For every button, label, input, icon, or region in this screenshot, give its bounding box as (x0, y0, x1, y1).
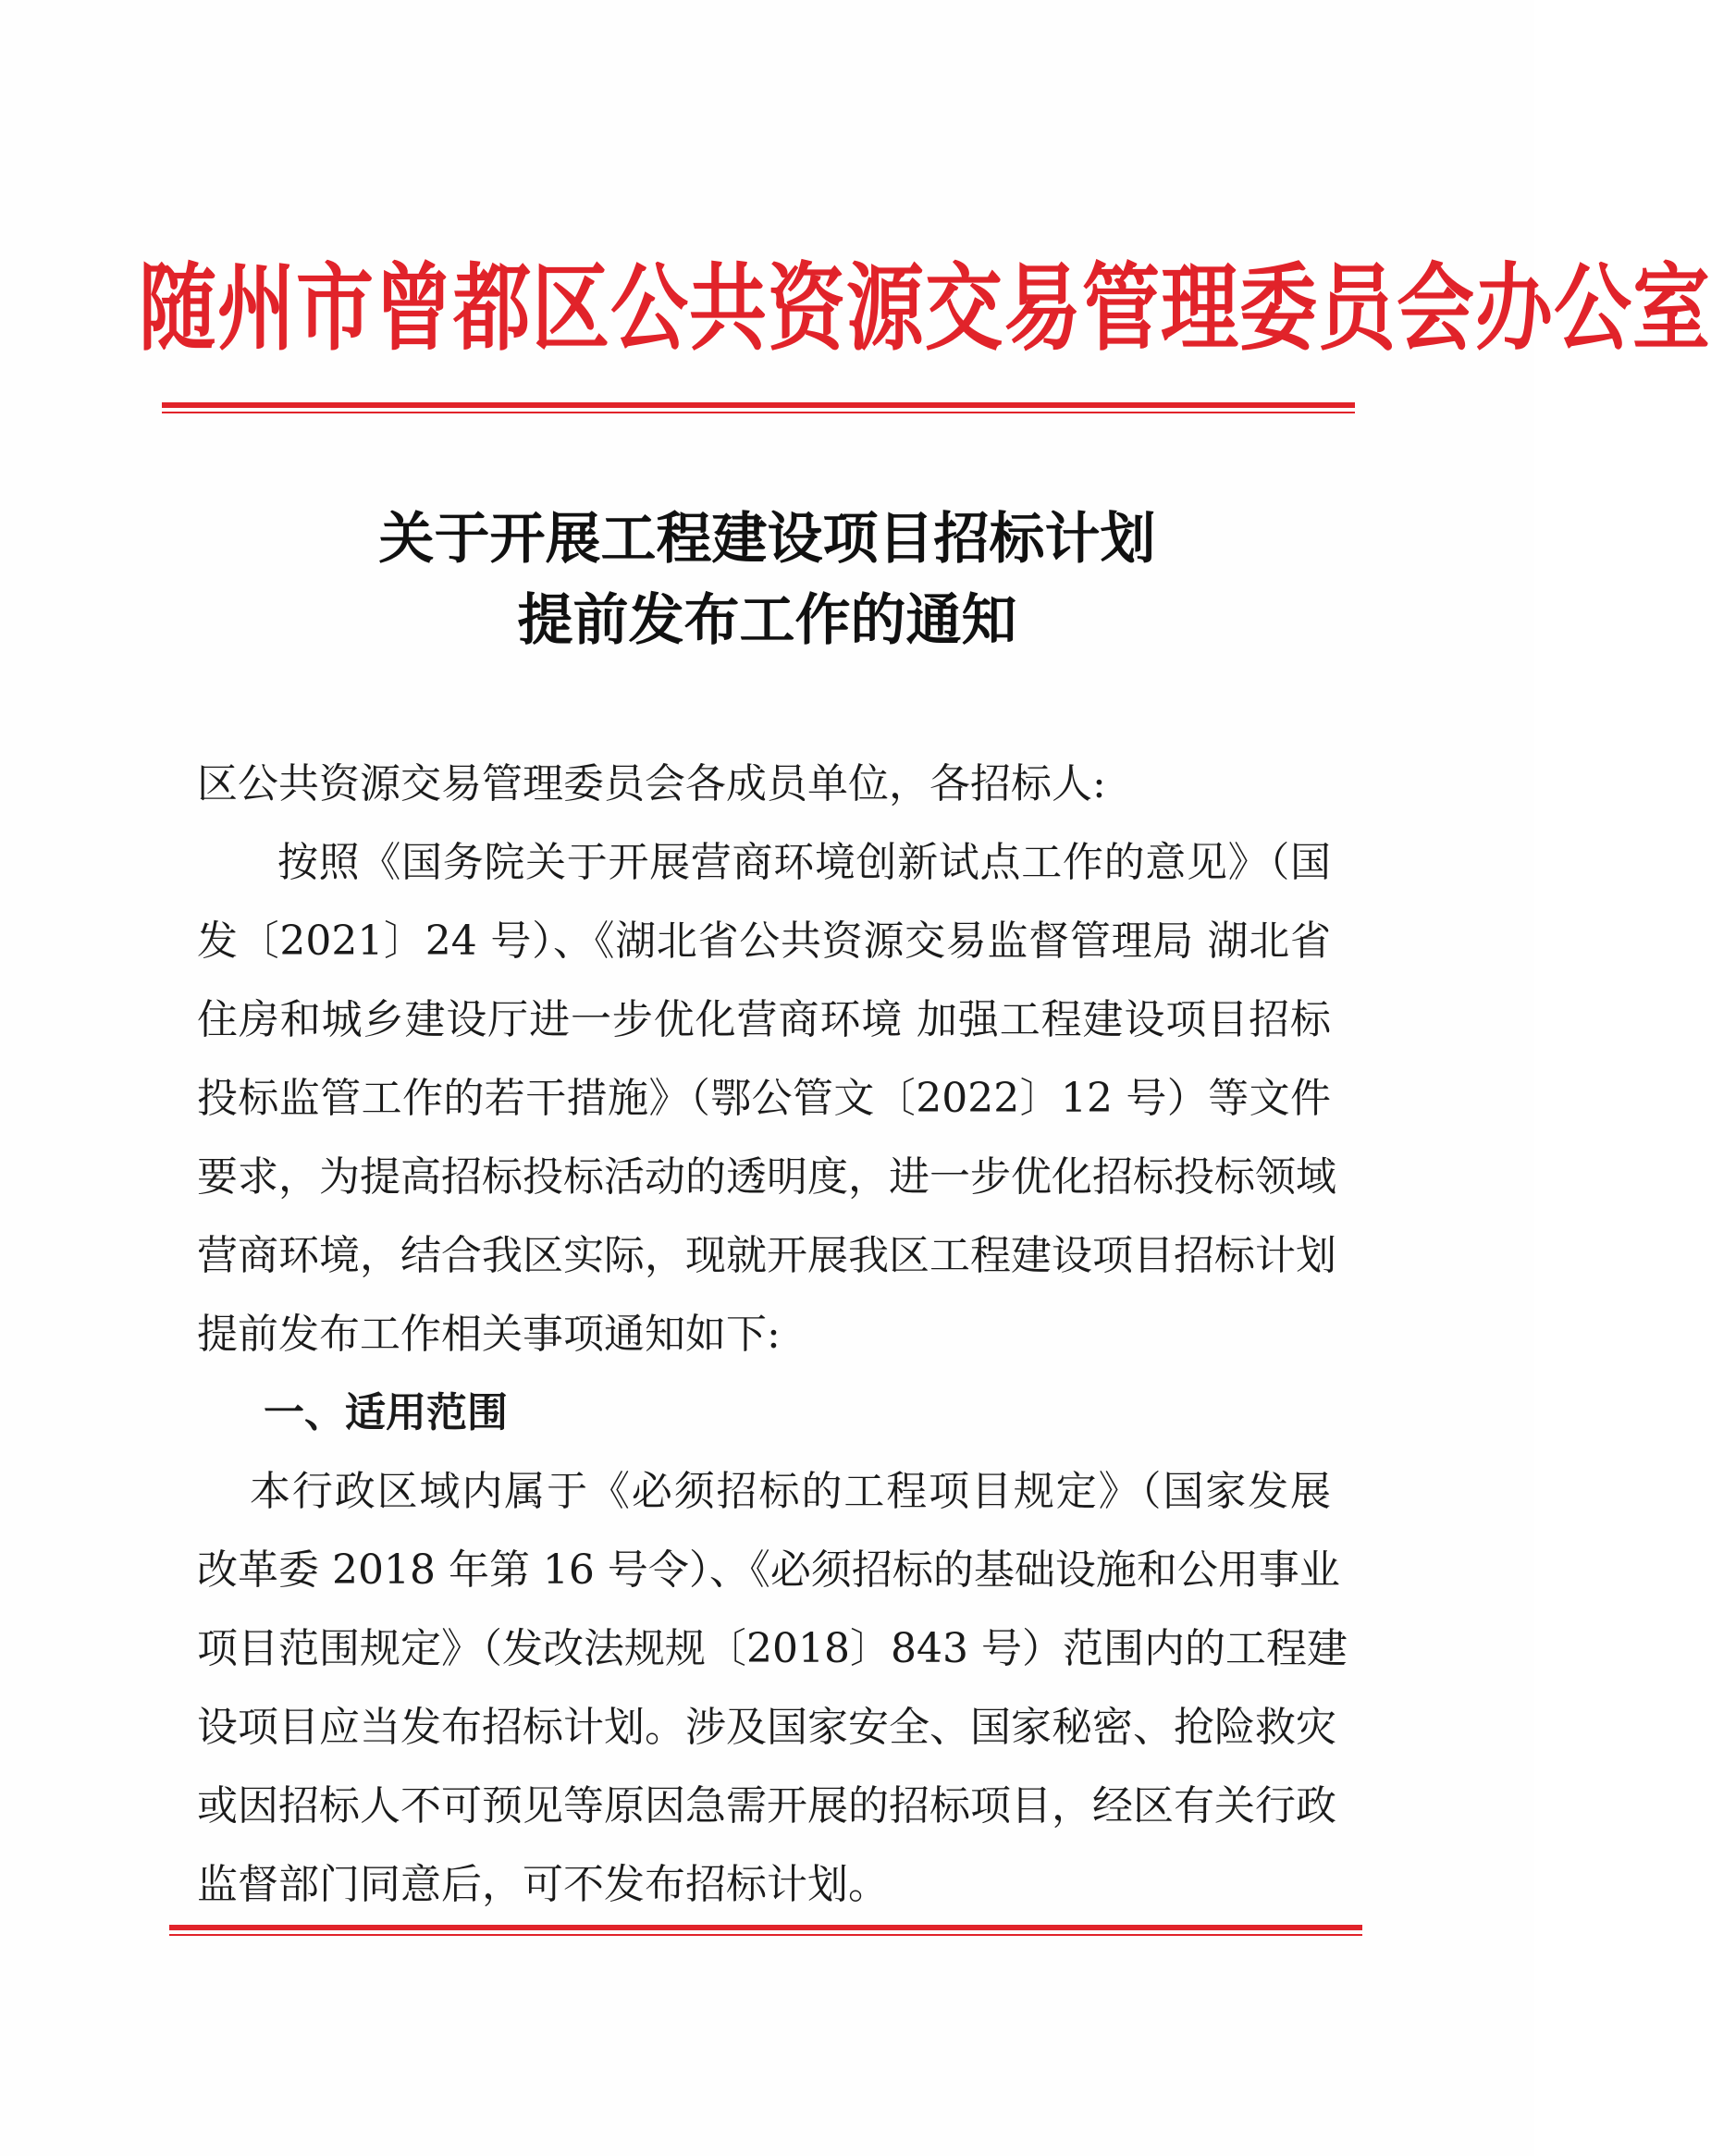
body-paragraph-line: 监督部门同意后，可不发布招标计划。 (197, 1861, 889, 1908)
body-paragraph-line: 要求，为提高招标投标活动的透明度，进一步优化招标投标领域 (197, 1153, 1336, 1201)
body-paragraph-line: 本行政区域内属于《必须招标的工程项目规定》（国家发展 (250, 1468, 1331, 1515)
masthead-red-rule-thin (162, 412, 1355, 413)
body-paragraph-line: 按照《国务院关于开展营商环境创新试点工作的意见》（国 (277, 839, 1331, 886)
document-title-line-1: 关于开展工程建设项目招标计划 (378, 507, 1156, 572)
body-paragraph-line: 发〔2021〕24 号）、《湖北省公共资源交易监督管理局 湖北省 (197, 918, 1331, 965)
body-paragraph-line: 项目范围规定》（发改法规规〔2018〕843 号）范围内的工程建 (197, 1625, 1348, 1672)
footer-red-rule-thick (169, 1925, 1362, 1930)
document-title-line-2: 提前发布工作的通知 (517, 588, 1017, 653)
body-paragraph-line: 提前发布工作相关事项通知如下: (197, 1311, 781, 1358)
body-paragraph-line: 设项目应当发布招标计划。涉及国家安全、国家秘密、抢险救灾 (197, 1704, 1336, 1751)
body-paragraph-line: 或因招标人不可预见等原因急需开展的招标项目，经区有关行政 (197, 1782, 1336, 1830)
body-paragraph-line: 改革委 2018 年第 16 号令）、《必须招标的基础设施和公用事业 (197, 1546, 1340, 1594)
section-heading: 一、适用范围 (264, 1389, 508, 1436)
body-paragraph-line: 住房和城乡建设厅进一步优化营商环境 加强工程建设项目招标 (197, 996, 1331, 1043)
body-paragraph-line: 营商环境，结合我区实际，现就开展我区工程建设项目招标计划 (197, 1232, 1336, 1279)
footer-red-rule-thin (169, 1934, 1362, 1936)
masthead-org-name: 随州市曾都区公共资源交易管理委员会办公室 (139, 252, 1711, 363)
masthead-red-rule-thick (162, 402, 1355, 408)
salutation: 区公共资源交易管理委员会各成员单位，各招标人: (197, 760, 1106, 807)
body-paragraph-line: 投标监管工作的若干措施》（鄂公管文〔2022〕12 号）等文件 (197, 1075, 1331, 1122)
